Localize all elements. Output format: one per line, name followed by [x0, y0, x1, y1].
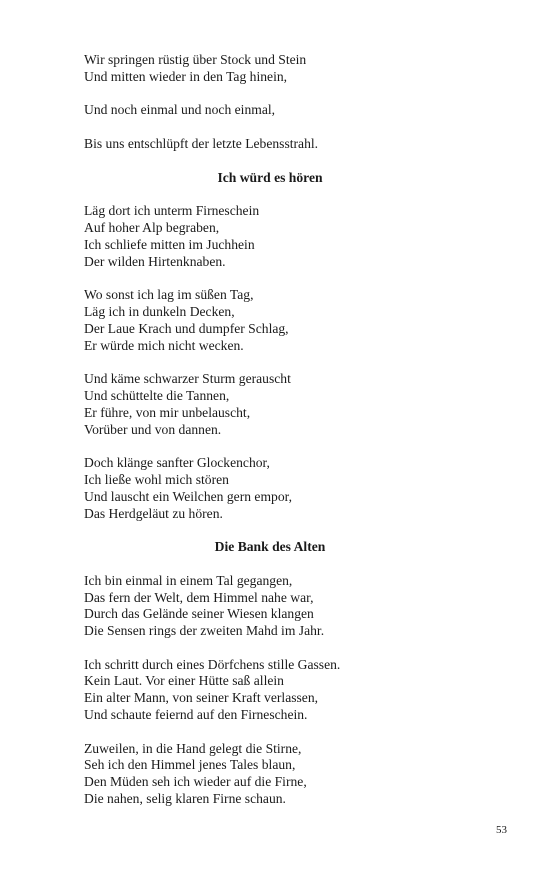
page-number: 53 — [496, 824, 507, 836]
stanza-gap — [84, 270, 484, 287]
verse-line: Und mitten wieder in den Tag hinein, — [84, 68, 288, 84]
verse-line: Ich schritt durch eines Dörfchens stille Gassen. — [84, 656, 341, 672]
poem-title: Die Bank des Alten — [214, 539, 326, 555]
stanza — [84, 741, 484, 808]
title-gap — [84, 186, 484, 203]
verse-line: Der wilden Hirtenknaben. — [84, 253, 226, 269]
poem-fragment — [84, 52, 484, 153]
verse-line: Die Sensen rings der zweiten Mahd im Jahr. — [84, 623, 325, 639]
verse-line: Und schaute feiernd auf den Firneschein. — [84, 707, 308, 723]
verse-line: Das Herdgeläut zu hören. — [84, 505, 223, 521]
stanza-gap — [84, 438, 484, 455]
verse-line: Den Müden seh ich wieder auf die Firne, — [84, 774, 307, 790]
stanza — [84, 102, 484, 119]
stanza — [84, 371, 484, 438]
verse-line: Ich ließe wohl mich stören — [84, 471, 229, 487]
verse-line: Wo sonst ich lag im süßen Tag, — [84, 287, 254, 303]
verse-line: Und lauscht ein Weilchen gern empor, — [84, 488, 292, 504]
verse-line: Kein Laut. Vor einer Hütte saß allein — [84, 673, 284, 689]
section-gap — [84, 153, 484, 170]
poem-title: Ich würd es hören — [217, 169, 323, 185]
verse-line: Er führe, von mir unbelauscht, — [84, 404, 251, 420]
verse-line: Bis uns entschlüpft der letzte Lebensstrahl. — [84, 135, 319, 151]
poem-ich-wuerd-es-hoeren — [84, 170, 484, 523]
page-body — [84, 52, 484, 808]
verse-line: Ich bin einmal in einem Tal gegangen, — [84, 572, 293, 588]
stanza-gap — [84, 86, 484, 103]
verse-line: Und noch einmal und noch einmal, — [84, 102, 276, 118]
title-gap — [84, 556, 484, 573]
section-gap — [84, 522, 484, 539]
verse-line: Vorüber und von dannen. — [84, 421, 222, 437]
poem-die-bank-des-alten — [84, 539, 484, 808]
verse-line: Läg dort ich unterm Firneschein — [84, 203, 260, 219]
verse-line: Die nahen, selig klaren Firne schaun. — [84, 791, 286, 807]
verse-line: Das fern der Welt, dem Himmel nahe war, — [84, 589, 314, 605]
stanza-gap — [84, 119, 484, 136]
verse-line: Doch klänge sanfter Glockenchor, — [84, 455, 270, 471]
verse-line: Ein alter Mann, von seiner Kraft verlassen, — [84, 690, 319, 706]
verse-line: Ich schliefe mitten im Juchhein — [84, 236, 255, 252]
stanza — [84, 657, 484, 724]
verse-line: Läg ich in dunkeln Decken, — [84, 303, 235, 319]
stanza — [84, 136, 484, 153]
verse-line: Seh ich den Himmel jenes Tales blaun, — [84, 757, 296, 773]
verse-line: Auf hoher Alp begraben, — [84, 219, 220, 235]
stanza — [84, 287, 484, 354]
verse-line: Der Laue Krach und dumpfer Schlag, — [84, 320, 289, 336]
stanza — [84, 203, 484, 270]
verse-line: Und schüttelte die Tannen, — [84, 387, 230, 403]
stanza — [84, 573, 484, 640]
stanza-gap — [84, 640, 484, 657]
stanza — [84, 455, 484, 522]
verse-line: Und käme schwarzer Sturm gerauscht — [84, 371, 291, 387]
verse-line: Durch das Gelände seiner Wiesen klangen — [84, 606, 314, 622]
stanza-gap — [84, 354, 484, 371]
verse-line: Er würde mich nicht wecken. — [84, 337, 244, 353]
verse-line: Zuweilen, in die Hand gelegt die Stirne, — [84, 740, 302, 756]
verse-line: Wir springen rüstig über Stock und Stein — [84, 52, 307, 67]
stanza — [84, 52, 484, 86]
stanza-gap — [84, 724, 484, 741]
